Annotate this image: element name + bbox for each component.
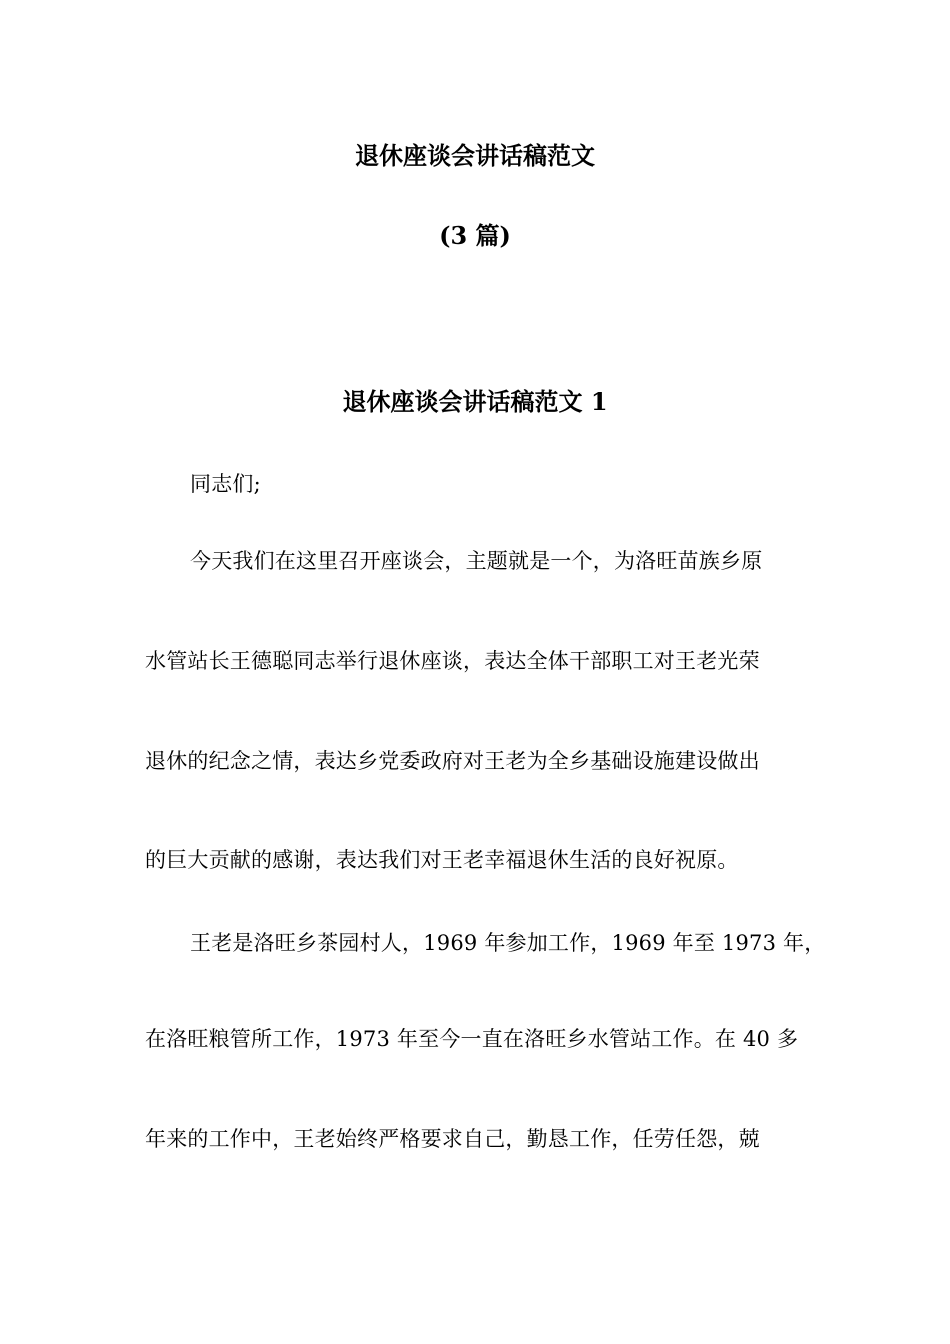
paragraph-line: 年来的工作中，王老始终严格要求自己，勤恳工作，任劳任怨，兢	[145, 1127, 760, 1151]
paragraph-line: 的巨大贡献的感谢，表达我们对王老幸福退休生活的良好祝原。	[145, 848, 739, 872]
paragraph-line: 退休的纪念之情，表达乡党委政府对王老为全乡基础设施建设做出	[145, 749, 760, 773]
document-subtitle: (3 篇)	[439, 221, 511, 250]
section-title: 退休座谈会讲话稿范文 1	[342, 387, 608, 416]
paragraph-line: 在洛旺粮管所工作，1973 年至今一直在洛旺乡水管站工作。在 40 多	[145, 1027, 799, 1051]
document-title: 退休座谈会讲话稿范文	[355, 141, 595, 170]
paragraph-line: 水管站长王德聪同志举行退休座谈，表达全体干部职工对王老光荣	[145, 649, 760, 673]
salutation-line: 同志们;	[190, 472, 261, 496]
paragraph-line: 今天我们在这里召开座谈会，主题就是一个，为洛旺苗族乡原	[190, 549, 763, 573]
paragraph-line: 王老是洛旺乡茶园村人，1969 年参加工作，1969 年至 1973 年，	[190, 931, 826, 955]
